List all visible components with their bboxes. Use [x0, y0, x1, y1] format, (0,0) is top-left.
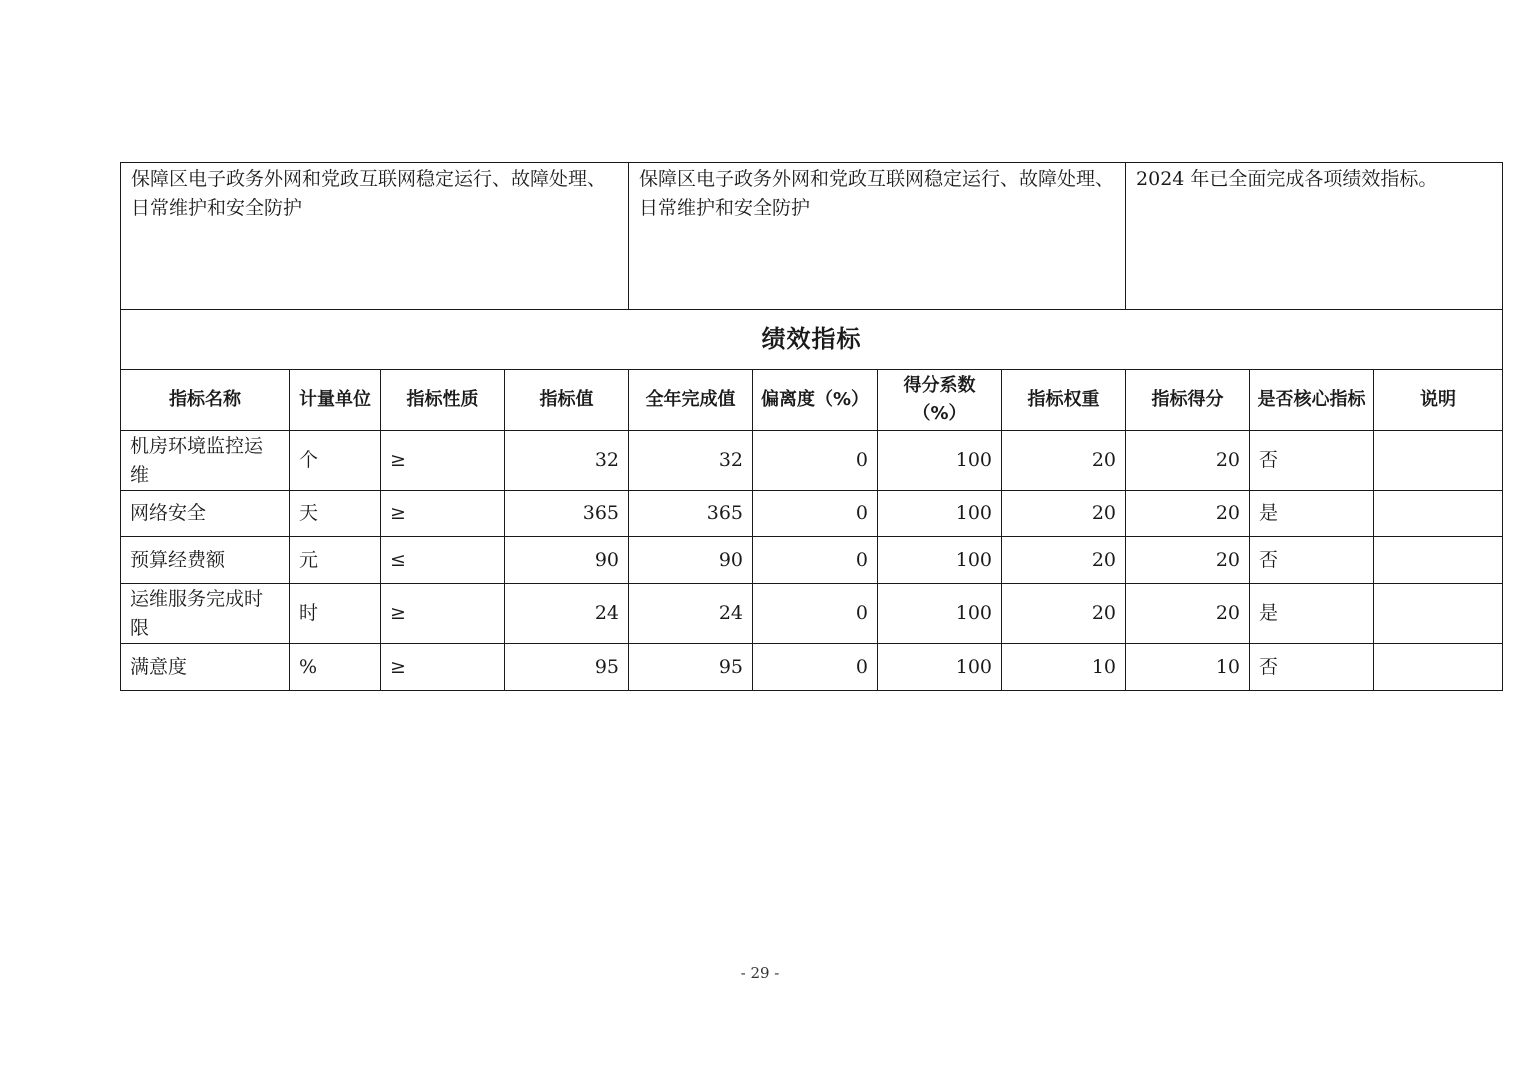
weight: 20 [1002, 431, 1126, 491]
deviation: 0 [753, 644, 878, 691]
note [1374, 537, 1503, 584]
deviation: 0 [753, 491, 878, 537]
weight: 20 [1002, 537, 1126, 584]
column-header: 全年完成值 [629, 370, 753, 431]
coefficient: 100 [878, 431, 1002, 491]
table-header-row [121, 370, 1503, 431]
column-header: 指标得分 [1126, 370, 1250, 431]
column-header: 指标性质 [381, 370, 505, 431]
remark-cell: 2024 年已全面完成各项绩效指标。 [1126, 163, 1503, 310]
is-core: 否 [1250, 537, 1374, 584]
score: 20 [1126, 491, 1250, 537]
indicator-name: 机房环境监控运维 [121, 431, 290, 491]
target-value: 24 [505, 584, 629, 644]
column-header: 指标名称 [121, 370, 290, 431]
page-number: - 29 - [740, 964, 780, 982]
nature: ≥ [381, 584, 505, 644]
note [1374, 491, 1503, 537]
actual-value: 32 [629, 431, 753, 491]
table-row [121, 644, 1503, 691]
is-core: 是 [1250, 491, 1374, 537]
deviation: 0 [753, 431, 878, 491]
column-header: 指标值 [505, 370, 629, 431]
weight: 20 [1002, 584, 1126, 644]
unit: 天 [290, 491, 381, 537]
column-header: 得分系数（%） [878, 370, 1002, 431]
coefficient: 100 [878, 644, 1002, 691]
target-value: 90 [505, 537, 629, 584]
deviation: 0 [753, 537, 878, 584]
indicator-name: 运维服务完成时限 [121, 584, 290, 644]
planned-target-cell: 保障区电子政务外网和党政互联网稳定运行、故障处理、日常维护和安全防护 [121, 163, 629, 310]
is-core: 否 [1250, 644, 1374, 691]
nature: ≥ [381, 644, 505, 691]
target-value: 365 [505, 491, 629, 537]
deviation: 0 [753, 584, 878, 644]
score: 20 [1126, 431, 1250, 491]
is-core: 否 [1250, 431, 1374, 491]
note [1374, 644, 1503, 691]
indicator-name: 满意度 [121, 644, 290, 691]
is-core: 是 [1250, 584, 1374, 644]
table-row [121, 584, 1503, 644]
section-title: 绩效指标 [121, 310, 1503, 370]
indicator-name: 网络安全 [121, 491, 290, 537]
indicator-name: 预算经费额 [121, 537, 290, 584]
unit: 时 [290, 584, 381, 644]
note [1374, 584, 1503, 644]
weight: 20 [1002, 491, 1126, 537]
weight: 10 [1002, 644, 1126, 691]
coefficient: 100 [878, 584, 1002, 644]
note [1374, 431, 1503, 491]
coefficient: 100 [878, 491, 1002, 537]
section-title-row [121, 310, 1503, 370]
column-header: 说明 [1374, 370, 1503, 431]
nature: ≥ [381, 491, 505, 537]
actual-value: 365 [629, 491, 753, 537]
score: 10 [1126, 644, 1250, 691]
column-header: 偏离度（%） [753, 370, 878, 431]
actual-value: 24 [629, 584, 753, 644]
table-row [121, 491, 1503, 537]
unit: % [290, 644, 381, 691]
table-row [121, 431, 1503, 491]
nature: ≥ [381, 431, 505, 491]
goal-row [121, 163, 1503, 310]
column-header: 是否核心指标 [1250, 370, 1374, 431]
table-row [121, 537, 1503, 584]
target-value: 95 [505, 644, 629, 691]
unit: 个 [290, 431, 381, 491]
column-header: 计量单位 [290, 370, 381, 431]
actual-value: 90 [629, 537, 753, 584]
coefficient: 100 [878, 537, 1002, 584]
unit: 元 [290, 537, 381, 584]
nature: ≤ [381, 537, 505, 584]
target-value: 32 [505, 431, 629, 491]
performance-table [120, 162, 1503, 691]
actual-result-cell: 保障区电子政务外网和党政互联网稳定运行、故障处理、日常维护和安全防护 [629, 163, 1126, 310]
score: 20 [1126, 537, 1250, 584]
column-header: 指标权重 [1002, 370, 1126, 431]
score: 20 [1126, 584, 1250, 644]
actual-value: 95 [629, 644, 753, 691]
